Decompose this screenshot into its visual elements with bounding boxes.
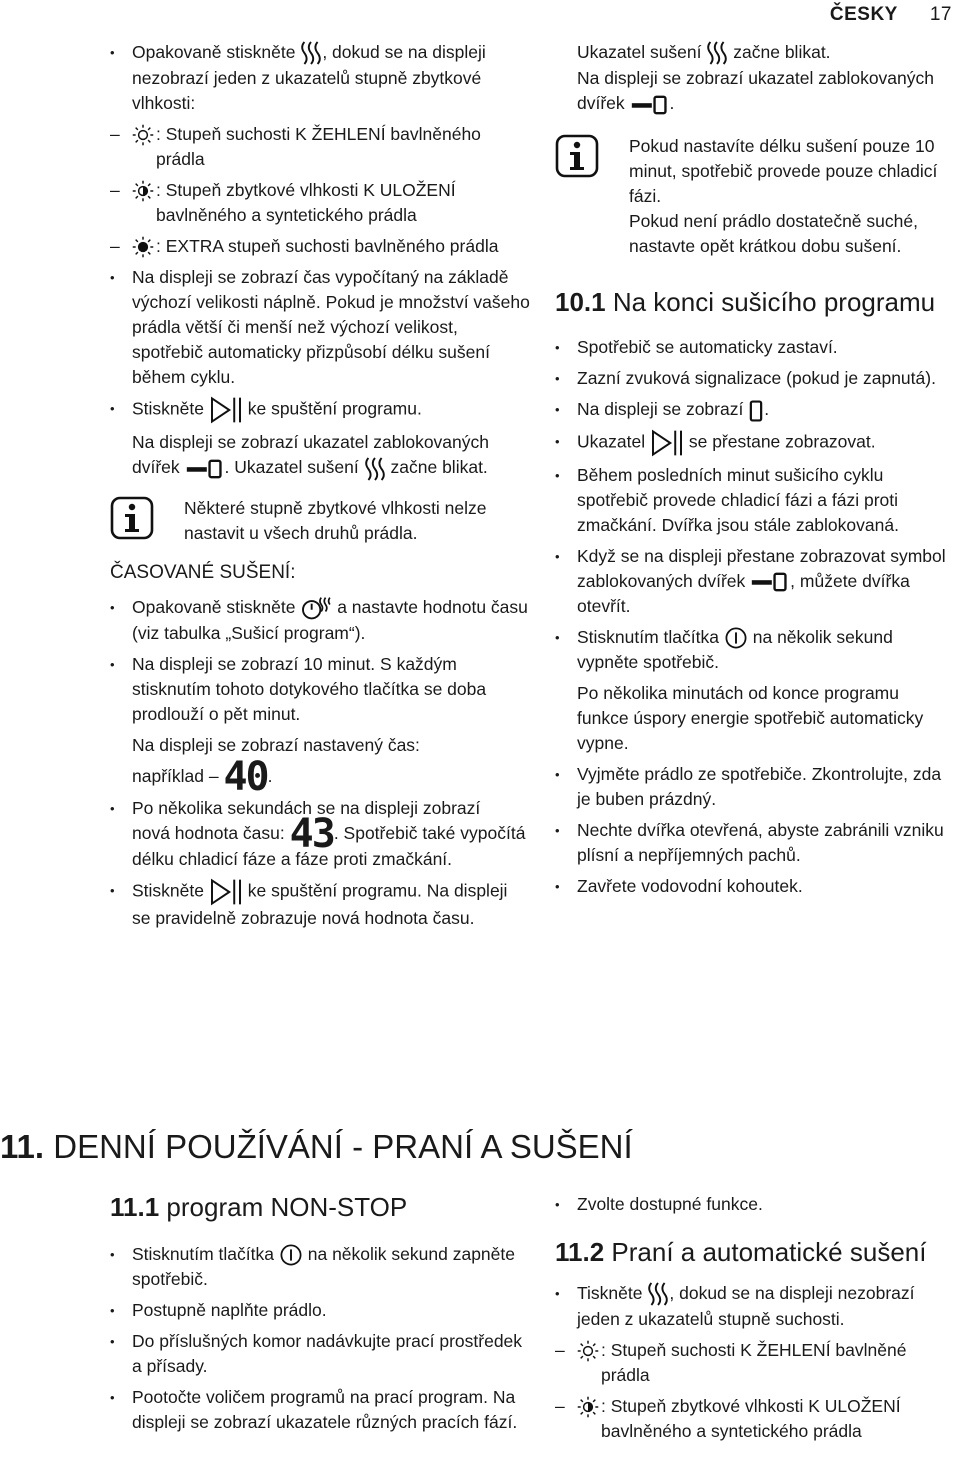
list-item: • Opakovaně stiskněte a nastavte hodnotu času (viz tabulka „Sušicí program“).	[110, 595, 530, 646]
list-item: • Když se na displeji přestane zobrazovat symbol zablokovaných dvířek , můžete dvířka otevřít.	[555, 544, 955, 619]
list-item: • Během posledních minut sušicího cyklu spotřebič provede chladicí fázi a fázi proti zmačkání. Dvířka jsou stále zablokovaná.	[555, 463, 955, 538]
sun-half-icon	[132, 180, 154, 202]
list-item: • Zvolte dostupné funkce.	[555, 1192, 955, 1217]
section-heading: 11.1 program NON-STOP	[110, 1192, 408, 1222]
list-item: – : EXTRA stupeň suchosti bavlněného prádla	[110, 234, 530, 259]
sun-outline-icon	[577, 1340, 599, 1362]
paragraph: Na displeji se zobrazí ukazatel zablokovaných dvířek . Ukazatel sušení začne blikat.	[110, 430, 530, 481]
list-item: • Na displeji se zobrazí 10 minut. S každým stisknutím tohoto dotykového tlačítka se doba prodlouží o pět minut.	[110, 652, 530, 727]
steam-icon	[364, 456, 386, 482]
display-value: 40	[223, 754, 268, 800]
section-heading: 10.1 Na konci sušicího programu	[555, 287, 936, 318]
steam-icon	[647, 1281, 669, 1307]
info-icon	[555, 134, 599, 178]
list-item: • Na displeji se zobrazí čas vypočítaný na základě výchozí velikosti náplně. Pokud je množství vašeho prádla větší či menší než výchozí velikost, spotřebič automaticky přizpůsobí délku sušení během cyklu.	[110, 265, 530, 390]
list-item: – : Stupeň suchosti K ŽEHLENÍ bavlněné prádla	[555, 1338, 955, 1388]
paragraph: Na displeji se zobrazí ukazatel zablokovaných dvířek .	[577, 68, 934, 114]
play-pause-icon	[209, 396, 243, 424]
list-item: • Nechte dvířka otevřená, abyste zabránili vzniku plísní a nepříjemných pachů.	[555, 818, 955, 868]
timer-icon	[300, 595, 332, 621]
paragraph: Na displeji se zobrazí nastavený čas:	[132, 735, 420, 756]
bottom-right-column	[555, 1192, 955, 1444]
left-column	[110, 40, 530, 931]
list-item: – : Stupeň suchosti K ŽEHLENÍ bavlněného prádla	[110, 122, 530, 172]
list-item: • Vyjměte prádlo ze spotřebiče. Zkontrolujte, zda je buben prázdný.	[555, 762, 955, 812]
list-item: • Opakovaně stiskněte , dokud se na displeji nezobrazí jeden z ukazatelů stupně zbytkové vlhkosti:	[110, 40, 530, 116]
paragraph: například – 40.	[132, 754, 273, 800]
list-item: • Do příslušných komor nadávkujte prací prostředek a přísady.	[110, 1329, 530, 1379]
list-item: • Stisknutím tlačítka na několik sekund zapněte spotřebič.	[110, 1242, 530, 1292]
display-value: 43	[289, 810, 334, 857]
play-pause-icon	[209, 878, 243, 906]
info-icon	[110, 496, 154, 540]
paragraph: Po několika minutách od konce programu funkce úspory energie spotřebič automaticky vypne.	[577, 683, 924, 754]
play-pause-icon	[650, 429, 684, 457]
page-header	[830, 2, 952, 27]
language-label: ČESKY	[829, 4, 898, 25]
list-item: – : Stupeň zbytkové vlhkosti K ULOŽENÍ bavlněného a syntetického prádla	[555, 1394, 955, 1444]
list-item: • Spotřebič se automaticky zastaví.	[555, 335, 955, 360]
bottom-left-column	[110, 1192, 530, 1435]
info-note: Některé stupně zbytkové vlhkosti nelze nastavit u všech druhů prádla.	[110, 496, 530, 546]
steam-icon	[300, 40, 322, 66]
list-item: • Postupně naplňte prádlo.	[110, 1298, 530, 1323]
steam-icon	[706, 40, 728, 66]
door-lock-icon	[630, 95, 670, 115]
power-icon	[724, 626, 748, 650]
sun-full-icon	[132, 236, 154, 258]
list-item: • Po několika sekundách se na displeji zobrazí	[110, 796, 530, 821]
right-column	[555, 40, 955, 899]
chapter-heading: 11. DENNÍ POUŽÍVÁNÍ - PRANÍ A SUŠENÍ	[0, 1128, 633, 1165]
door-lock-icon	[750, 572, 790, 592]
section-heading: 11.2 Praní a automatické sušení	[555, 1237, 927, 1267]
power-icon	[279, 1243, 303, 1267]
list-item: • Zazní zvuková signalizace (pokud je zapnutá).	[555, 366, 955, 391]
list-item: • Tiskněte , dokud se na displeji nezobrazí jeden z ukazatelů stupně suchosti.	[555, 1281, 955, 1332]
page-number: 17	[929, 4, 952, 25]
list-item: • Pootočte voličem programů na prací program. Na displeji se zobrazí ukazatele různých pracích fází.	[110, 1385, 530, 1435]
list-item: • Stiskněte ke spuštění programu. Na displeji se pravidelně zobrazuje nová hodnota času.	[110, 878, 530, 931]
paragraph: Ukazatel sušení začne blikat.	[555, 40, 955, 66]
sun-outline-icon	[132, 124, 154, 146]
list-item: • Ukazatel se přestane zobrazovat.	[555, 429, 955, 457]
list-item: • Zavřete vodovodní kohoutek.	[555, 874, 955, 899]
door-icon	[748, 399, 764, 423]
sun-half-icon	[577, 1396, 599, 1418]
info-note: Pokud nastavíte délku sušení pouze 10 minut, spotřebič provede pouze chladicí fázi. Pokud není prádlo dostatečně suché, nastavte opět krátkou dobu sušení.	[555, 134, 955, 259]
list-item: • Na displeji se zobrazí .	[555, 397, 955, 422]
list-item: • Stisknutím tlačítka na několik sekund vypněte spotřebič.	[555, 625, 955, 675]
door-lock-icon	[185, 459, 225, 479]
section-subtitle: ČASOVANÉ SUŠENÍ:	[110, 561, 296, 583]
paragraph: nová hodnota času: 43. Spotřebič také vypočítá délku chladicí fáze a fáze proti zmačkání.	[132, 810, 526, 869]
list-item: • Stiskněte ke spuštění programu.	[110, 396, 530, 424]
list-item: – : Stupeň zbytkové vlhkosti K ULOŽENÍ bavlněného a syntetického prádla	[110, 178, 530, 228]
